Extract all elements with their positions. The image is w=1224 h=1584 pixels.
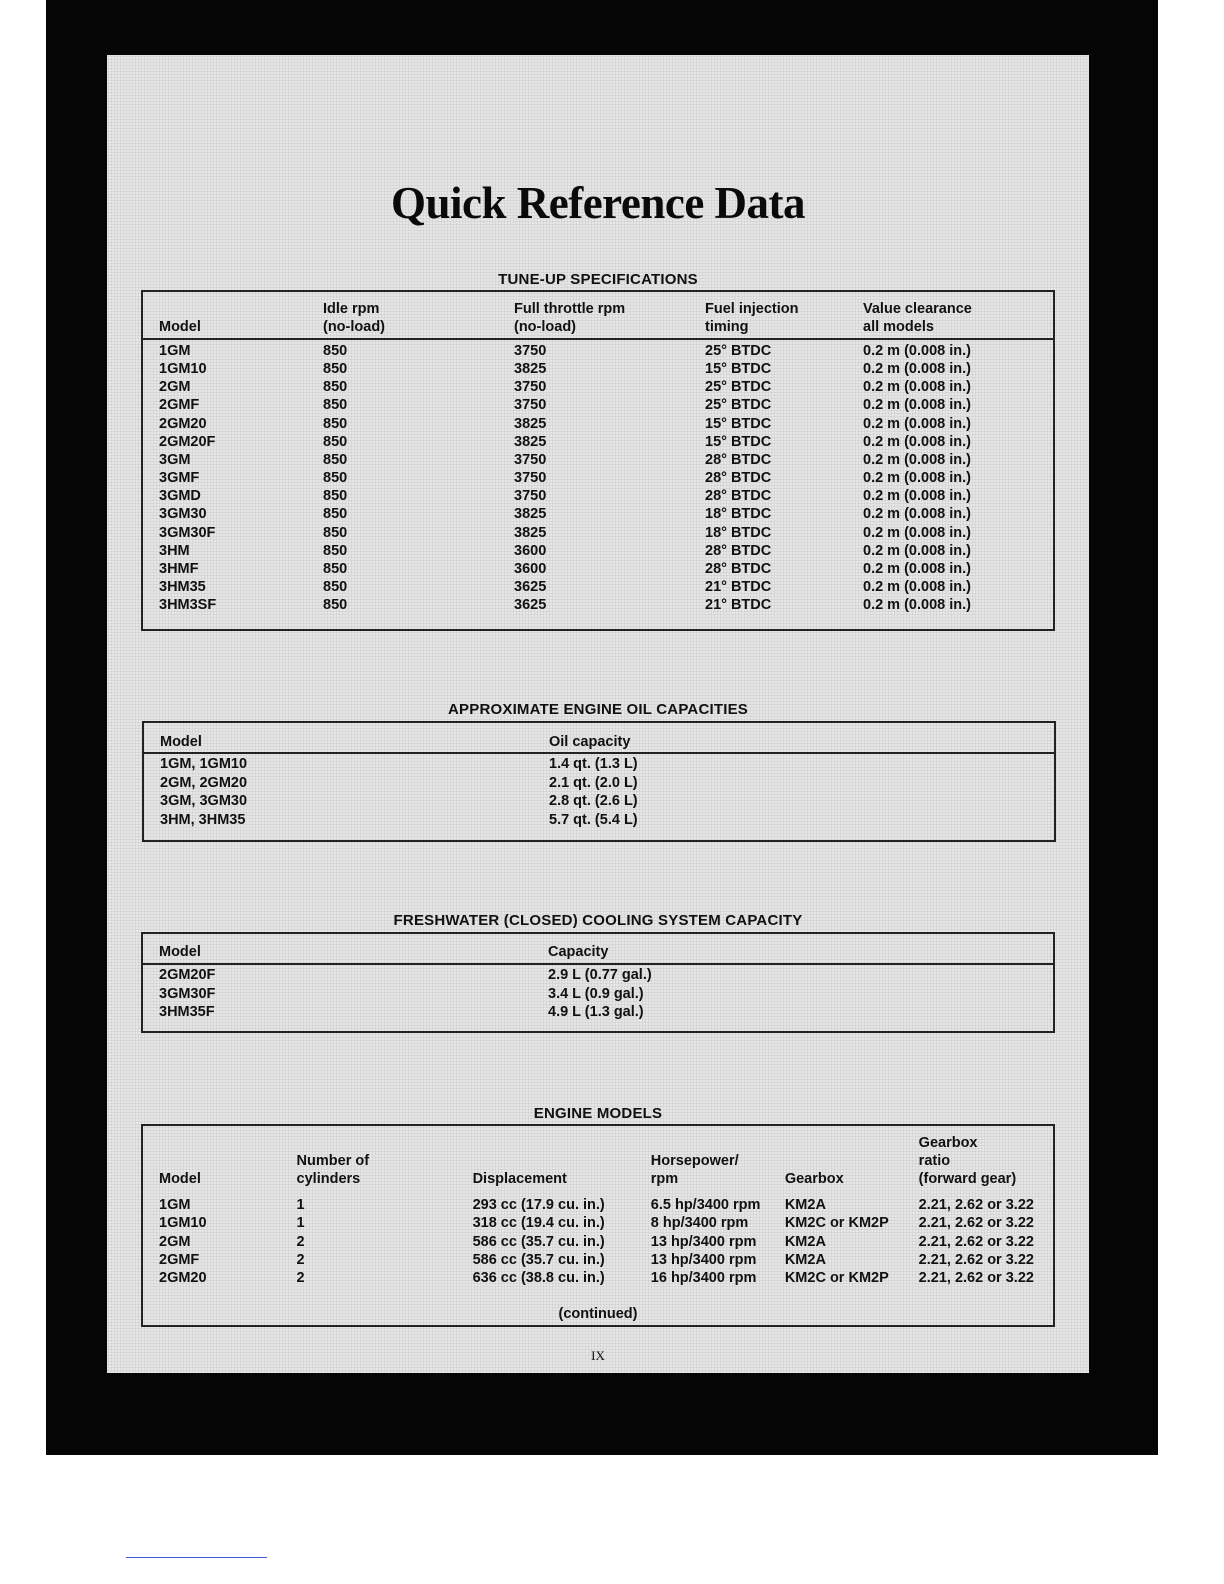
tune_up-header-label: Value clearance [863,301,972,317]
oil-cell: 1.4 qt. (1.3 L) [549,756,638,772]
oil-header-rule [144,752,1054,754]
tune_up-cell: 0.2 m (0.008 in.) [863,415,971,432]
engine_models-header-label: cylinders [296,1171,361,1187]
tune_up-cell: 850 [323,560,348,577]
tune_up-cell: 3HM35 [159,579,206,596]
engine_models-cell: 2.21, 2.62 or 3.22 [918,1251,1034,1268]
engine_models-cell: 2.21, 2.62 or 3.22 [918,1197,1034,1213]
cooling-row [159,966,683,985]
cooling-header-label: Model [159,944,201,960]
continued-note: (continued) [558,1306,638,1322]
tune_up-row [159,378,998,396]
page-title: Quick Reference Data [390,178,806,228]
tune_up-cell: 2GM20F [159,433,216,450]
tune_up-cell: 850 [323,397,348,414]
tune_up-cell: 3750 [514,379,547,396]
tune_up-cell: 850 [323,524,348,541]
tune_up-cell: 21° BTDC [705,597,772,614]
oil-cell: 2.1 qt. (2.0 L) [549,774,638,791]
tune_up-row [159,596,998,614]
engine_models-header-label: Gearbox [784,1171,844,1187]
tune-up-header-rule [143,338,1053,340]
tune_up-cell: 3625 [514,597,547,614]
engine_models-header-label: (forward gear) [918,1171,1017,1187]
engine_models-cell: 13 hp/3400 rpm [650,1251,757,1268]
tune_up-cell: 850 [323,579,348,596]
oil-table-box [142,721,1056,842]
oil-header-cell [160,727,549,751]
tune_up-row [159,342,998,360]
tune_up-header-cell [514,296,705,336]
tune_up-cell: 0.2 m (0.008 in.) [863,597,971,614]
tune_up-header-label: Idle rpm [323,301,380,317]
engine_models-cell: 2GMF [159,1251,200,1268]
engine_models-header-cell [297,1130,473,1188]
tune_up-header-row [159,296,998,336]
tune_up-row [159,487,998,505]
cooling-row [159,985,683,1004]
engine_models-row [159,1214,1053,1232]
engine_models-cell: 293 cc (17.9 cu. in.) [472,1197,605,1213]
tune_up-header-label: timing [705,319,749,335]
cooling-cell: 3HM35F [159,1004,215,1020]
oil-cell: 1GM, 1GM10 [160,756,248,772]
engine-models-table-box [141,1124,1055,1327]
cooling-header-cell [159,937,548,961]
cooling-cell: 2GM20F [159,967,216,983]
tune_up-cell: 0.2 m (0.008 in.) [863,343,971,359]
oil-row [160,811,684,830]
engine_models-header-cell [651,1130,785,1188]
tune_up-header-label: Model [159,319,201,335]
engine_models-header-cell [919,1130,1053,1188]
tune_up-header-label: all models [863,319,934,335]
engine_models-row [159,1233,1053,1251]
engine_models-row [159,1251,1053,1269]
tune_up-cell: 3750 [514,488,547,505]
tune_up-cell: 3600 [514,542,547,559]
tune_up-cell: 850 [323,542,348,559]
engine_models-cell: KM2C or KM2P [784,1215,889,1232]
engine_models-cell: 2.21, 2.62 or 3.22 [918,1215,1034,1232]
engine_models-header-cell [473,1130,651,1188]
oil-cell: 2GM, 2GM20 [160,774,248,791]
tune_up-cell: 0.2 m (0.008 in.) [863,560,971,577]
tune_up-header-cell [323,296,514,336]
tune_up-row [159,415,998,433]
tune_up-cell: 15° BTDC [705,415,772,432]
engine_models-cell: KM2A [784,1233,826,1250]
tune_up-cell: 850 [323,506,348,523]
tune_up-cell: 28° BTDC [705,488,772,505]
engine_models-cell: 2 [296,1233,305,1250]
engine_models-header-label: Gearbox [918,1135,978,1151]
engine_models-cell: 8 hp/3400 rpm [650,1215,749,1232]
tune_up-cell: 2GM20 [159,415,207,432]
cooling-header-label: Capacity [548,944,609,960]
tune_up-cell: 0.2 m (0.008 in.) [863,379,971,396]
tune_up-cell: 3825 [514,361,547,378]
engine_models-header-cell [159,1130,297,1188]
tune_up-row [159,505,998,523]
footnote-rule [126,1557,267,1558]
page-number: IX [591,1348,605,1363]
tune_up-cell: 0.2 m (0.008 in.) [863,488,971,505]
engine_models-cell: 6.5 hp/3400 rpm [650,1197,761,1213]
engine_models-cell: 636 cc (38.8 cu. in.) [472,1270,605,1287]
oil-row [160,755,684,774]
tune_up-cell: 0.2 m (0.008 in.) [863,433,971,450]
engine_models-cell: 2 [296,1270,305,1287]
cooling-cell: 4.9 L (1.3 gal.) [548,1004,644,1020]
tune_up-cell: 850 [323,361,348,378]
tune_up-cell: 3HM3SF [159,597,217,614]
engine_models-header-label: Horsepower/ [650,1153,739,1169]
tune_up-header-cell [863,296,998,336]
tune_up-cell: 850 [323,488,348,505]
oil-cell: 5.7 qt. (5.4 L) [549,811,638,828]
oil-cell: 3HM, 3HM35 [160,811,246,828]
tune_up-cell: 3750 [514,451,547,468]
engine_models-header-label: Displacement [472,1171,567,1187]
tune_up-cell: 0.2 m (0.008 in.) [863,451,971,468]
tune_up-cell: 3600 [514,560,547,577]
engine_models-header-label: rpm [650,1171,679,1187]
tune-up-title: TUNE-UP SPECIFICATIONS [498,271,698,288]
tune_up-cell: 1GM10 [159,361,207,378]
tune_up-cell: 25° BTDC [705,397,772,414]
tune_up-cell: 3HMF [159,560,199,577]
tune_up-cell: 3825 [514,433,547,450]
cooling-header-row [159,937,683,961]
cooling-header-rule [143,963,1053,965]
engine_models-cell: 16 hp/3400 rpm [650,1270,757,1287]
oil-header-cell [549,727,684,751]
oil-header-label: Oil capacity [549,734,631,750]
tune_up-cell: 25° BTDC [705,379,772,396]
cooling-cell: 2.9 L (0.77 gal.) [548,967,652,983]
tune_up-cell: 3825 [514,506,547,523]
engine_models-header-label: ratio [918,1153,951,1169]
engine_models-cell: 1GM [159,1197,191,1213]
engine_models-row [159,1269,1053,1287]
tune_up-header-cell [159,296,323,336]
tune_up-cell: 3825 [514,415,547,432]
tune_up-cell: 850 [323,415,348,432]
tune_up-cell: 15° BTDC [705,433,772,450]
tune_up-cell: 28° BTDC [705,542,772,559]
tune_up-cell: 3HM [159,542,190,559]
tune_up-cell: 3825 [514,524,547,541]
engine_models-cell: 586 cc (35.7 cu. in.) [472,1251,605,1268]
tune_up-cell: 0.2 m (0.008 in.) [863,579,971,596]
oil-cell: 2.8 qt. (2.6 L) [549,793,638,809]
tune_up-cell: 15° BTDC [705,361,772,378]
tune_up-cell: 850 [323,451,348,468]
tune_up-cell: 850 [323,597,348,614]
tune_up-cell: 1GM [159,343,191,359]
engine_models-cell: 2GM [159,1233,191,1250]
engine_models-cell: KM2C or KM2P [784,1270,889,1287]
oil-table [160,727,684,829]
cooling-row [159,1003,683,1022]
engine_models-cell: 2 [296,1251,305,1268]
tune_up-row [159,469,998,487]
cooling-cell: 3GM30F [159,985,216,1002]
tune_up-cell: 850 [323,433,348,450]
tune_up-cell: 28° BTDC [705,560,772,577]
tune-up-table-box [141,290,1055,631]
engine_models-cell: 318 cc (19.4 cu. in.) [472,1215,605,1232]
cooling-title: FRESHWATER (CLOSED) COOLING SYSTEM CAPACITY [393,912,803,929]
tune_up-row [159,578,998,596]
tune_up-cell: 28° BTDC [705,470,772,487]
oil-row [160,774,684,793]
tune_up-row [159,542,998,560]
tune_up-header-label: (no-load) [323,319,386,335]
engine_models-cell: KM2A [784,1251,826,1268]
tune_up-cell: 3GM30F [159,524,216,541]
tune_up-cell: 850 [323,470,348,487]
document-page [107,55,1089,1373]
tune-up-table [159,296,998,614]
engine_models-header-label: Number of [296,1153,370,1169]
engine_models-row [159,1196,1053,1214]
tune_up-header-label: Full throttle rpm [514,301,626,317]
cooling-cell: 3.4 L (0.9 gal.) [548,985,644,1002]
tune_up-cell: 25° BTDC [705,343,772,359]
oil-header-row [160,727,684,751]
tune_up-cell: 3750 [514,397,547,414]
cooling-table-box [141,932,1055,1033]
tune_up-cell: 18° BTDC [705,506,772,523]
tune_up-cell: 2GMF [159,397,200,414]
engine_models-header-cell [785,1130,919,1188]
engine_models-spacer-row [159,1188,1053,1196]
engine-models-table [159,1130,1053,1287]
oil-cell: 3GM, 3GM30 [160,793,248,809]
tune_up-cell: 3GMF [159,470,200,487]
tune_up-cell: 850 [323,343,348,359]
tune_up-cell: 0.2 m (0.008 in.) [863,361,971,378]
engine_models-cell: 2.21, 2.62 or 3.22 [918,1270,1034,1287]
tune_up-cell: 21° BTDC [705,579,772,596]
engine_models-cell: KM2A [784,1197,826,1213]
tune_up-row [159,451,998,469]
tune_up-cell: 0.2 m (0.008 in.) [863,542,971,559]
tune_up-row [159,360,998,378]
tune_up-header-label: (no-load) [514,319,577,335]
engine_models-cell: 13 hp/3400 rpm [650,1233,757,1250]
engine_models-header-label: Model [159,1171,201,1187]
tune_up-cell: 3GMD [159,488,201,505]
tune_up-cell: 3750 [514,470,547,487]
tune_up-cell: 0.2 m (0.008 in.) [863,524,971,541]
engine_models-cell: 586 cc (35.7 cu. in.) [472,1233,605,1250]
tune_up-cell: 850 [323,379,348,396]
engine-models-title: ENGINE MODELS [533,1105,663,1122]
engine_models-cell: 1 [296,1215,305,1232]
tune_up-row [159,524,998,542]
tune_up-cell: 2GM [159,379,191,396]
tune_up-cell: 28° BTDC [705,451,772,468]
cooling-table [159,937,683,1022]
tune_up-cell: 3625 [514,579,547,596]
engine_models-cell: 2.21, 2.62 or 3.22 [918,1233,1034,1250]
tune_up-row [159,433,998,451]
tune_up-cell: 3750 [514,343,547,359]
engine_models-cell: 1GM10 [159,1215,207,1232]
tune_up-cell: 3GM30 [159,506,207,523]
tune_up-cell: 3GM [159,451,191,468]
cooling-header-cell [548,937,683,961]
tune_up-row [159,560,998,578]
engine_models-header-row [159,1130,1053,1188]
tune_up-header-label: Fuel injection [705,301,799,317]
engine_models-cell: 2GM20 [159,1270,207,1287]
oil-title: APPROXIMATE ENGINE OIL CAPACITIES [448,701,748,718]
tune_up-cell: 0.2 m (0.008 in.) [863,397,971,414]
oil-row [160,792,684,811]
tune_up-cell: 0.2 m (0.008 in.) [863,506,971,523]
oil-header-label: Model [160,734,202,750]
tune_up-row [159,396,998,414]
tune_up-cell: 0.2 m (0.008 in.) [863,470,971,487]
engine_models-cell: 1 [296,1197,305,1213]
tune_up-cell: 18° BTDC [705,524,772,541]
tune_up-header-cell [705,296,863,336]
